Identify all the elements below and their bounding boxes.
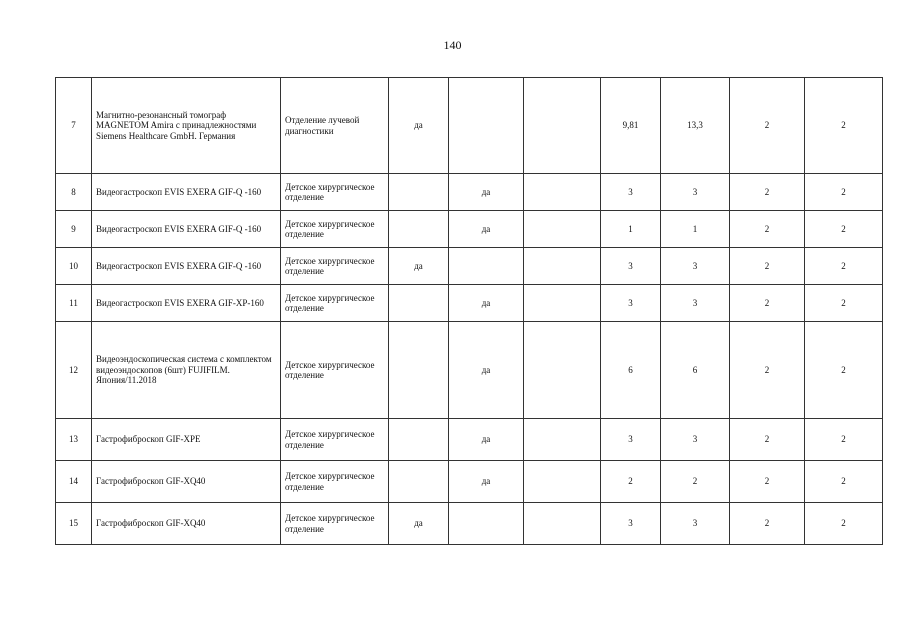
column-6-value bbox=[524, 285, 601, 322]
column-9-value: 2 bbox=[730, 322, 805, 419]
column-10-value: 2 bbox=[805, 503, 883, 545]
column-10-value: 2 bbox=[805, 78, 883, 174]
column-7-value: 2 bbox=[601, 461, 661, 503]
column-8-value: 3 bbox=[661, 248, 730, 285]
equipment-table bbox=[55, 77, 883, 545]
column-10-value: 2 bbox=[805, 248, 883, 285]
table-row bbox=[56, 461, 883, 503]
equipment-name: Видеогастроскоп EVIS EXERA GIF-XP-160 bbox=[92, 285, 281, 322]
row-number: 10 bbox=[56, 248, 92, 285]
column-4-value bbox=[389, 322, 449, 419]
department: Детское хирургическое отделение bbox=[281, 322, 389, 419]
column-10-value: 2 bbox=[805, 211, 883, 248]
column-6-value bbox=[524, 322, 601, 419]
column-4-value bbox=[389, 461, 449, 503]
department: Детское хирургическое отделение bbox=[281, 285, 389, 322]
column-4-value: да bbox=[389, 503, 449, 545]
column-5-value: да bbox=[449, 174, 524, 211]
department: Детское хирургическое отделение bbox=[281, 174, 389, 211]
row-number: 14 bbox=[56, 461, 92, 503]
column-6-value bbox=[524, 419, 601, 461]
column-6-value bbox=[524, 503, 601, 545]
column-9-value: 2 bbox=[730, 285, 805, 322]
column-10-value: 2 bbox=[805, 322, 883, 419]
column-9-value: 2 bbox=[730, 248, 805, 285]
column-5-value: да bbox=[449, 322, 524, 419]
column-7-value: 3 bbox=[601, 503, 661, 545]
equipment-name: Гастрофиброскоп GIF-XPE bbox=[92, 419, 281, 461]
department: Отделение лучевой диагностики bbox=[281, 78, 389, 174]
column-9-value: 2 bbox=[730, 174, 805, 211]
column-7-value: 3 bbox=[601, 285, 661, 322]
column-5-value bbox=[449, 503, 524, 545]
column-4-value bbox=[389, 419, 449, 461]
column-5-value: да bbox=[449, 211, 524, 248]
column-4-value bbox=[389, 285, 449, 322]
column-5-value: да bbox=[449, 285, 524, 322]
column-4-value: да bbox=[389, 78, 449, 174]
column-9-value: 2 bbox=[730, 211, 805, 248]
table-row bbox=[56, 248, 883, 285]
column-10-value: 2 bbox=[805, 419, 883, 461]
page-number: 140 bbox=[443, 38, 462, 52]
row-number: 9 bbox=[56, 211, 92, 248]
equipment-name: Гастрофиброскоп GIF-XQ40 bbox=[92, 461, 281, 503]
column-6-value bbox=[524, 211, 601, 248]
department: Детское хирургическое отделение bbox=[281, 461, 389, 503]
table-row bbox=[56, 78, 883, 174]
column-4-value bbox=[389, 174, 449, 211]
department: Детское хирургическое отделение bbox=[281, 503, 389, 545]
column-8-value: 3 bbox=[661, 419, 730, 461]
equipment-name: Видеогастроскоп EVIS EXERA GIF-Q -160 bbox=[92, 248, 281, 285]
column-8-value: 2 bbox=[661, 461, 730, 503]
row-number: 13 bbox=[56, 419, 92, 461]
equipment-name: Гастрофиброскоп GIF-XQ40 bbox=[92, 503, 281, 545]
column-6-value bbox=[524, 248, 601, 285]
row-number: 8 bbox=[56, 174, 92, 211]
column-8-value: 6 bbox=[661, 322, 730, 419]
table-row bbox=[56, 419, 883, 461]
column-4-value bbox=[389, 211, 449, 248]
row-number: 7 bbox=[56, 78, 92, 174]
column-8-value: 3 bbox=[661, 174, 730, 211]
column-8-value: 1 bbox=[661, 211, 730, 248]
equipment-name: Магнитно-резонансный томограф MAGNETOM Amira с принадлежностями Siemens Healthcare GmbH. Германия bbox=[92, 78, 281, 174]
equipment-name: Видеоэндоскопическая система с комплектом видеоэндоскопов (6шт) FUJIFILM. Япония/11.2018 bbox=[92, 322, 281, 419]
table-row bbox=[56, 322, 883, 419]
column-9-value: 2 bbox=[730, 78, 805, 174]
column-7-value: 1 bbox=[601, 211, 661, 248]
column-7-value: 6 bbox=[601, 322, 661, 419]
column-7-value: 3 bbox=[601, 248, 661, 285]
column-5-value: да bbox=[449, 461, 524, 503]
column-6-value bbox=[524, 78, 601, 174]
column-10-value: 2 bbox=[805, 461, 883, 503]
department: Детское хирургическое отделение bbox=[281, 211, 389, 248]
column-8-value: 3 bbox=[661, 503, 730, 545]
row-number: 15 bbox=[56, 503, 92, 545]
column-9-value: 2 bbox=[730, 419, 805, 461]
table-row bbox=[56, 285, 883, 322]
column-10-value: 2 bbox=[805, 285, 883, 322]
equipment-name: Видеогастроскоп EVIS EXERA GIF-Q -160 bbox=[92, 174, 281, 211]
column-9-value: 2 bbox=[730, 461, 805, 503]
column-6-value bbox=[524, 461, 601, 503]
row-number: 12 bbox=[56, 322, 92, 419]
column-8-value: 3 bbox=[661, 285, 730, 322]
column-9-value: 2 bbox=[730, 503, 805, 545]
column-7-value: 3 bbox=[601, 419, 661, 461]
table-row bbox=[56, 174, 883, 211]
department: Детское хирургическое отделение bbox=[281, 248, 389, 285]
column-7-value: 9,81 bbox=[601, 78, 661, 174]
column-4-value: да bbox=[389, 248, 449, 285]
column-6-value bbox=[524, 174, 601, 211]
column-7-value: 3 bbox=[601, 174, 661, 211]
table-row bbox=[56, 503, 883, 545]
column-8-value: 13,3 bbox=[661, 78, 730, 174]
column-5-value bbox=[449, 248, 524, 285]
department: Детское хирургическое отделение bbox=[281, 419, 389, 461]
row-number: 11 bbox=[56, 285, 92, 322]
equipment-name: Видеогастроскоп EVIS EXERA GIF-Q -160 bbox=[92, 211, 281, 248]
column-10-value: 2 bbox=[805, 174, 883, 211]
column-5-value: да bbox=[449, 419, 524, 461]
table-row bbox=[56, 211, 883, 248]
column-5-value bbox=[449, 78, 524, 174]
